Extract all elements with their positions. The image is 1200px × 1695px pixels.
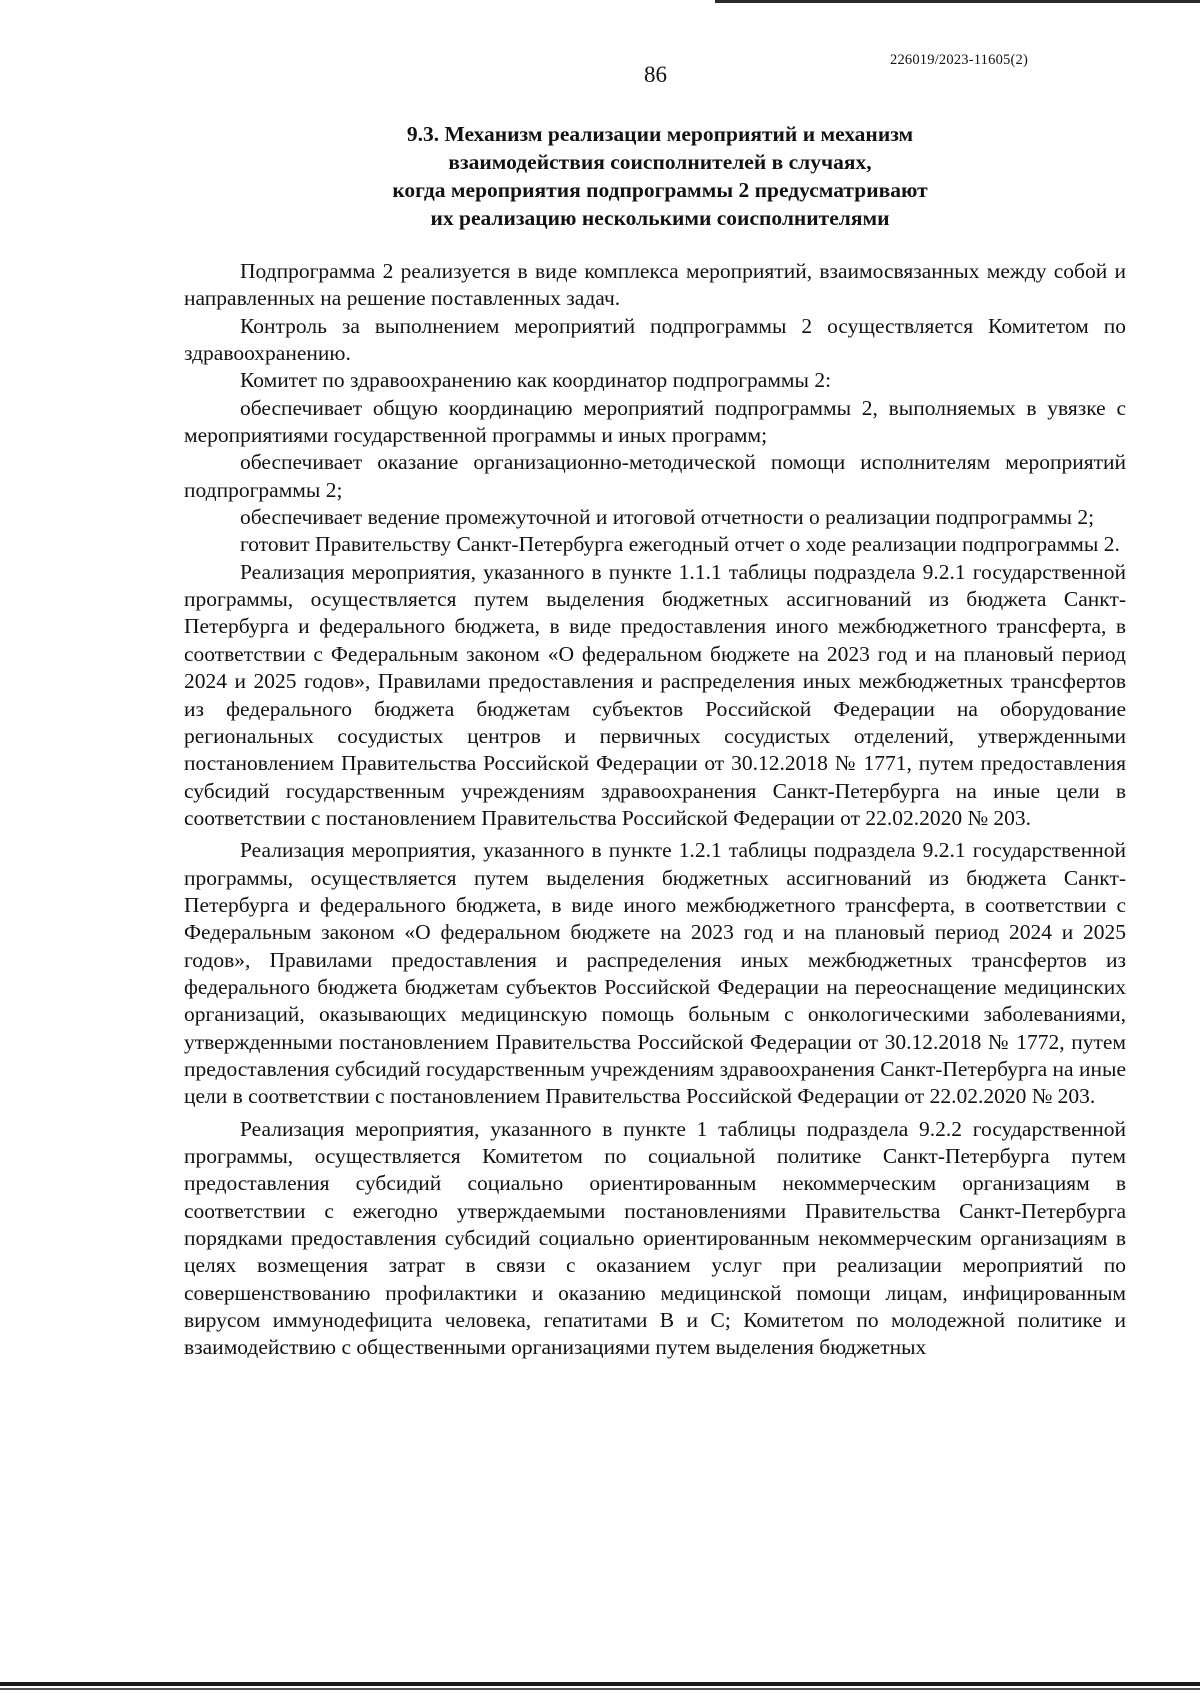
body-text	[184, 258, 1126, 1362]
section-title	[250, 120, 1070, 232]
section-title-line: 9.3. Механизм реализации мероприятий и механизм	[406, 122, 914, 146]
document-number: 226019/2023-11605(2)	[890, 52, 1028, 68]
paragraph: Контроль за выполнением мероприятий подпрограммы 2 осуществляется Комитетом по здравоохранению.	[184, 313, 1126, 366]
scan-bottom-edge	[0, 1682, 1200, 1686]
paragraph: обеспечивает ведение промежуточной и итоговой отчетности о реализации подпрограммы 2;	[240, 505, 1095, 530]
section-title-line: когда мероприятия подпрограммы 2 предусматривают	[392, 178, 928, 202]
scan-bottom-edge	[0, 1688, 1200, 1690]
paragraph: Подпрограмма 2 реализуется в виде комплекса мероприятий, взаимосвязанных между собой и направленных на решение поставленных задач.	[184, 259, 1126, 311]
page-number: 86	[644, 62, 667, 87]
paragraph: Комитет по здравоохранению как координатор подпрограммы 2:	[240, 368, 832, 393]
section-title-line: взаимодействия соисполнителей в случаях,	[448, 150, 872, 174]
paragraph: обеспечивает общую координацию мероприятий подпрограммы 2, выполняемых в увязке с мероприятиями государственной программы и иных программ;	[184, 395, 1126, 448]
section-title-line: их реализацию несколькими соисполнителями	[430, 206, 890, 230]
paragraph: Реализация мероприятия, указанного в пункте 1.2.1 таблицы подраздела 9.2.1 государственной программы, осуществляется путем выделения бюджетных ассигнований из бюджета Санкт-Петербурга и федерального бюджета, в виде иного межбюджетного трансферта, в соответствии с Федеральным законом «О федеральном бюджете на 2023 год и на плановый период 2024 и 2025 годов», Правилами предоставления и распределения иных межбюджетных трансфертов из федерального бюджета бюджетам субъектов Российской Федерации на переоснащение медицинских организаций, оказывающих медицинскую помощь больным с онкологическими заболеваниями, утвержденными постановлением Правительства Российской Федерации от 30.12.2018 № 1772, путем предоставления субсидий государственным учреждениям здравоохранения Санкт-Петербурга на иные цели в соответствии с постановлением Правительства Российской Федерации от 22.02.2020 № 203.	[184, 838, 1126, 1109]
paragraph: готовит Правительству Санкт-Петербурга ежегодный отчет о ходе реализации подпрограммы 2.	[240, 532, 1120, 557]
paragraph: Реализация мероприятия, указанного в пункте 1 таблицы подраздела 9.2.2 государственной программы, осуществляется Комитетом по социальной политике Санкт-Петербурга путем предоставления субсидий социально ориентированным некоммерческим организациям в соответствии с ежегодно утверждаемыми постановлениями Правительства Санкт-Петербурга порядками предоставления субсидий социально ориентированным некоммерческим организациям в целях возмещения затрат в связи с оказанием услуг при реализации мероприятий по совершенствованию профилактики и оказанию медицинской помощи лицам, инфицированным вирусом иммунодефицита человека, гепатитами В и С; Комитетом по молодежной политике и взаимодействию с общественными организациями путем выделения бюджетных	[184, 1116, 1126, 1360]
paragraph: обеспечивает оказание организационно-методической помощи исполнителям мероприятий подпрограммы 2;	[184, 450, 1126, 502]
paragraph: Реализация мероприятия, указанного в пункте 1.1.1 таблицы подраздела 9.2.1 государственной программы, осуществляется путем выделения бюджетных ассигнований из бюджета Санкт-Петербурга и федерального бюджета, в виде предоставления иного межбюджетного трансферта, в соответствии с Федеральным законом «О федеральном бюджете на 2023 год и на плановый период 2024 и 2025 годов», Правилами предоставления и распределения иных межбюджетных трансфертов из федерального бюджета бюджетам субъектов Российской Федерации на оборудование региональных сосудистых центров и первичных сосудистых отделений, утвержденными постановлением Правительства Российской Федерации от 30.12.2018 № 1771, путем предоставления субсидий государственным учреждениям здравоохранения Санкт-Петербурга на иные цели в соответствии с постановлением Правительства Российской Федерации от 22.02.2020 № 203.	[184, 559, 1126, 830]
scan-top-edge	[715, 0, 1200, 3]
